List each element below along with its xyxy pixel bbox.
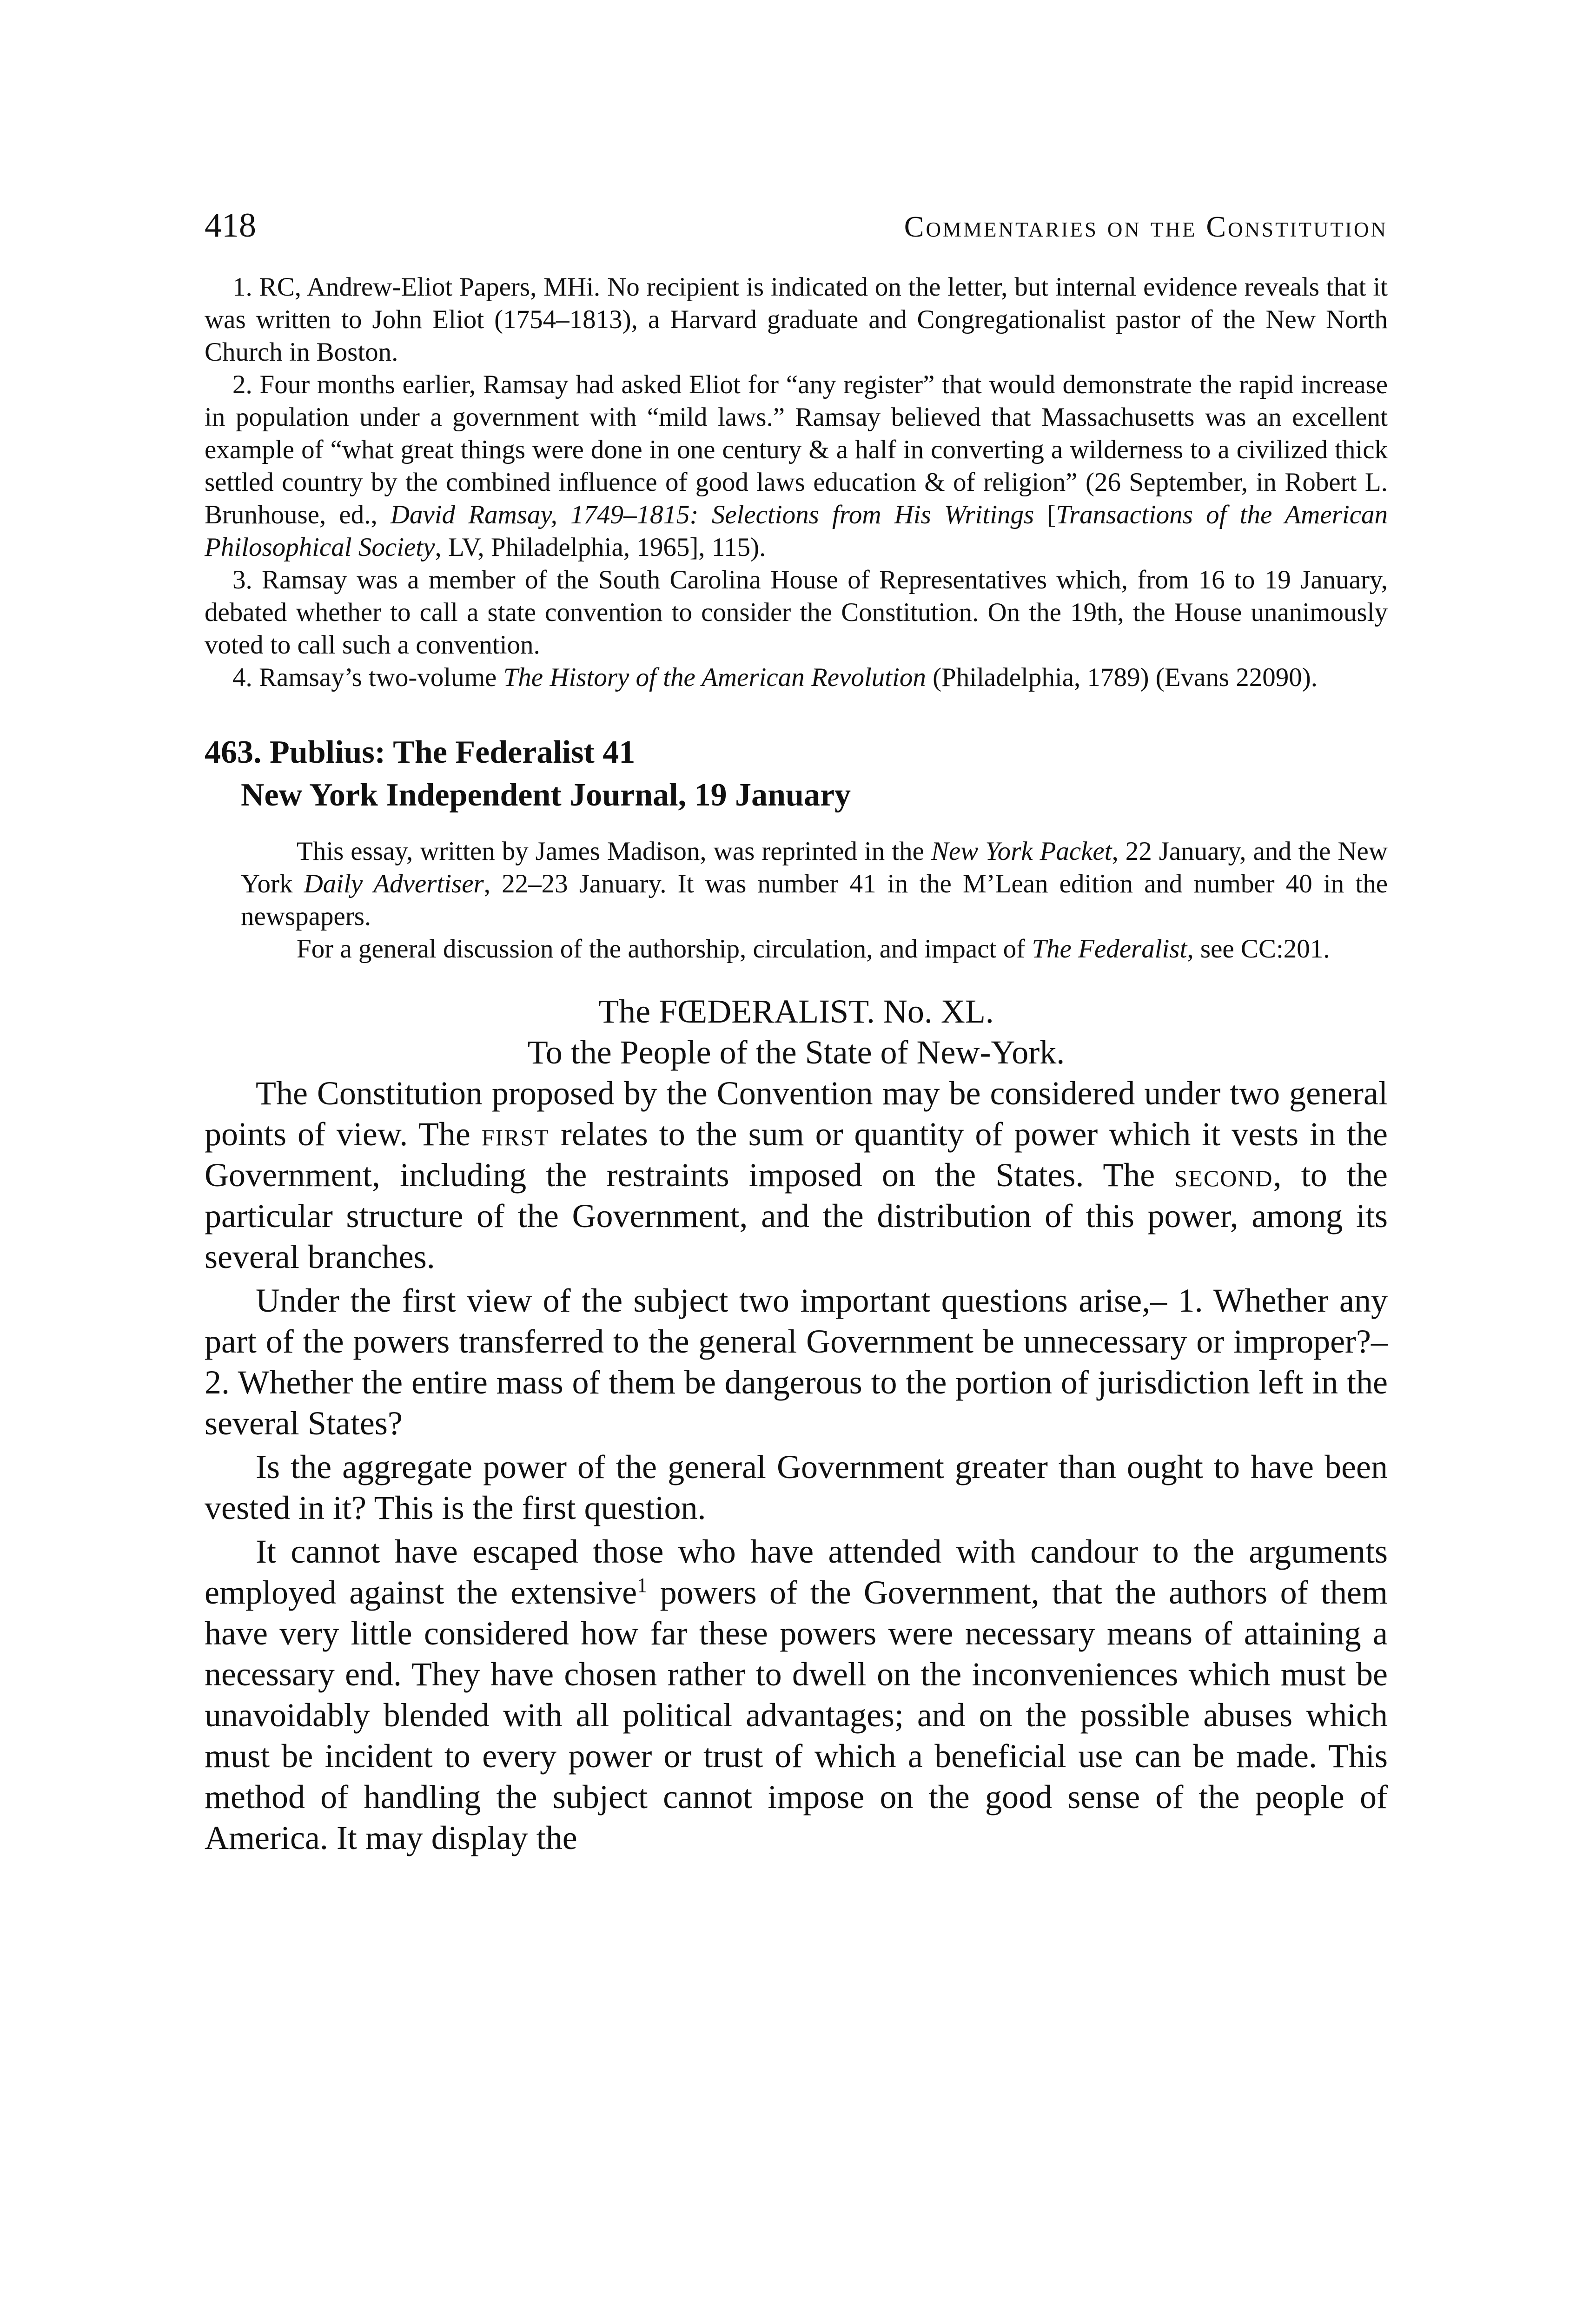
page: [205, 205, 1388, 1858]
headnote-p1-text-c: , 22–23 January. It was number 41 in the M’Lean edition and number 40 in the newspapers.: [241, 869, 1388, 931]
essay-paragraph-2: Under the first view of the subject two important questions arise,– 1. Whether any part of the powers transferred to the general Government be unnecessary or improper?–2. Whether the entire mass of them be dangerous to the portion of jurisdiction left in the several States?: [205, 1282, 1388, 1442]
essay-p1-first: first: [481, 1116, 550, 1153]
headnote-p1-italic-2: Daily Advertiser: [304, 869, 484, 898]
essay-p4-text-a: It cannot have escaped those who have attended with candour to the arguments employed against the extensive: [205, 1533, 1388, 1611]
note-4-text-a: 4. Ramsay’s two-volume: [232, 663, 503, 692]
essay-p1-text-a: The Constitution proposed by the Convention may be considered under two general points of view. The: [205, 1075, 1388, 1153]
running-title: Commentaries on the Constitution: [904, 210, 1388, 243]
headnote-p2-text-a: For a general discussion of the authorship, circulation, and impact of: [297, 934, 1032, 964]
essay-body: [205, 1073, 1388, 1858]
essay-paragraph-3: Is the aggregate power of the general Government greater than ought to have been vested in it? This is the first question.: [205, 1448, 1388, 1526]
headnote-paragraph-2: [241, 933, 1388, 965]
note-1: 1. RC, Andrew-Eliot Papers, MHi. No recipient is indicated on the letter, but internal evidence reveals that it was written to John Eliot (1754–1813), a Harvard graduate and Congregationalist pastor of the New North Church in Boston.: [205, 272, 1388, 367]
footnote-marker: 1: [637, 1574, 648, 1597]
note-4-italic: The History of the American Revolution: [503, 663, 926, 692]
note-2-text-b: [: [1034, 500, 1056, 529]
essay-address: To the People of the State of New-York.: [527, 1034, 1065, 1071]
essay-p1-text-b: relates to the sum or quantity of power which it vests in the Government, including the restraints imposed on the States. The: [205, 1116, 1388, 1194]
headnote: [241, 835, 1388, 965]
note-2-text-c: , LV, Philadelphia, 1965], 115).: [435, 533, 766, 562]
note-4: [205, 661, 1388, 694]
page-number: 418: [205, 206, 256, 244]
headnote-p2-italic: The Federalist: [1032, 934, 1187, 964]
document-heading: [205, 731, 1388, 817]
essay-title: The FŒDERALIST. No. XL.: [598, 993, 994, 1030]
essay-p4-text-b: powers of the Government, that the authors of them have very little considered how far these powers were necessary means of attaining a necessary end. They have chosen rather to dwell on the inconveniences which must be unavoidably blended with all political advantages; and on the possible abuses which must be incident to every power or trust of which a beneficial use can be made. This method of handling the subject cannot impose on the good sense of the people of America. It may display the: [205, 1574, 1388, 1856]
headnote-p2-text-b: , see CC:201.: [1187, 934, 1330, 964]
note-2-italic-a: David Ramsay, 1749–1815: Selections from His Writings: [390, 500, 1034, 529]
running-head: [205, 205, 1388, 248]
endnotes: [205, 271, 1388, 694]
note-3: 3. Ramsay was a member of the South Carolina House of Representatives which, from 16 to 19 January, debated whether to call a state convention to consider the Constitution. On the 19th, the House unanimously voted to call such a convention.: [205, 565, 1388, 660]
essay-p1-text-c: , to the particular structure of the Government, and the distribution of this power, among its several branches.: [205, 1156, 1388, 1275]
document-heading-line-1: 463. Publius: The Federalist 41: [205, 734, 636, 770]
document-heading-line-2: New York Independent Journal, 19 January: [241, 777, 851, 813]
headnote-paragraph-1: [241, 835, 1388, 933]
headnote-p1-text-a: This essay, written by James Madison, was reprinted in the: [297, 837, 931, 866]
note-2-text-a: 2. Four months earlier, Ramsay had asked Eliot for “any register” that would demonstrate the rapid increase in population under a government with “mild laws.” Ramsay believed that Massachusetts was an excellent example of “what great things were done in one century & a half in converting a wilderness to a civilized thick settled country by the combined influence of good laws education & of religion” (26 September, in Robert L. Brunhouse, ed.,: [205, 370, 1388, 529]
note-4-text-b: (Philadelphia, 1789) (Evans 22090).: [926, 663, 1318, 692]
headnote-p1-italic-1: New York Packet: [931, 837, 1112, 866]
note-2-italic-b: Transactions of the American Philosophical Society: [205, 500, 1388, 562]
note-2: [205, 369, 1388, 564]
headnote-p1-text-b: , 22 January, and the New York: [241, 837, 1388, 898]
essay-paragraph-4: [205, 1531, 1388, 1858]
essay-p1-second: second: [1174, 1156, 1273, 1194]
essay-paragraph-1: [205, 1073, 1388, 1277]
